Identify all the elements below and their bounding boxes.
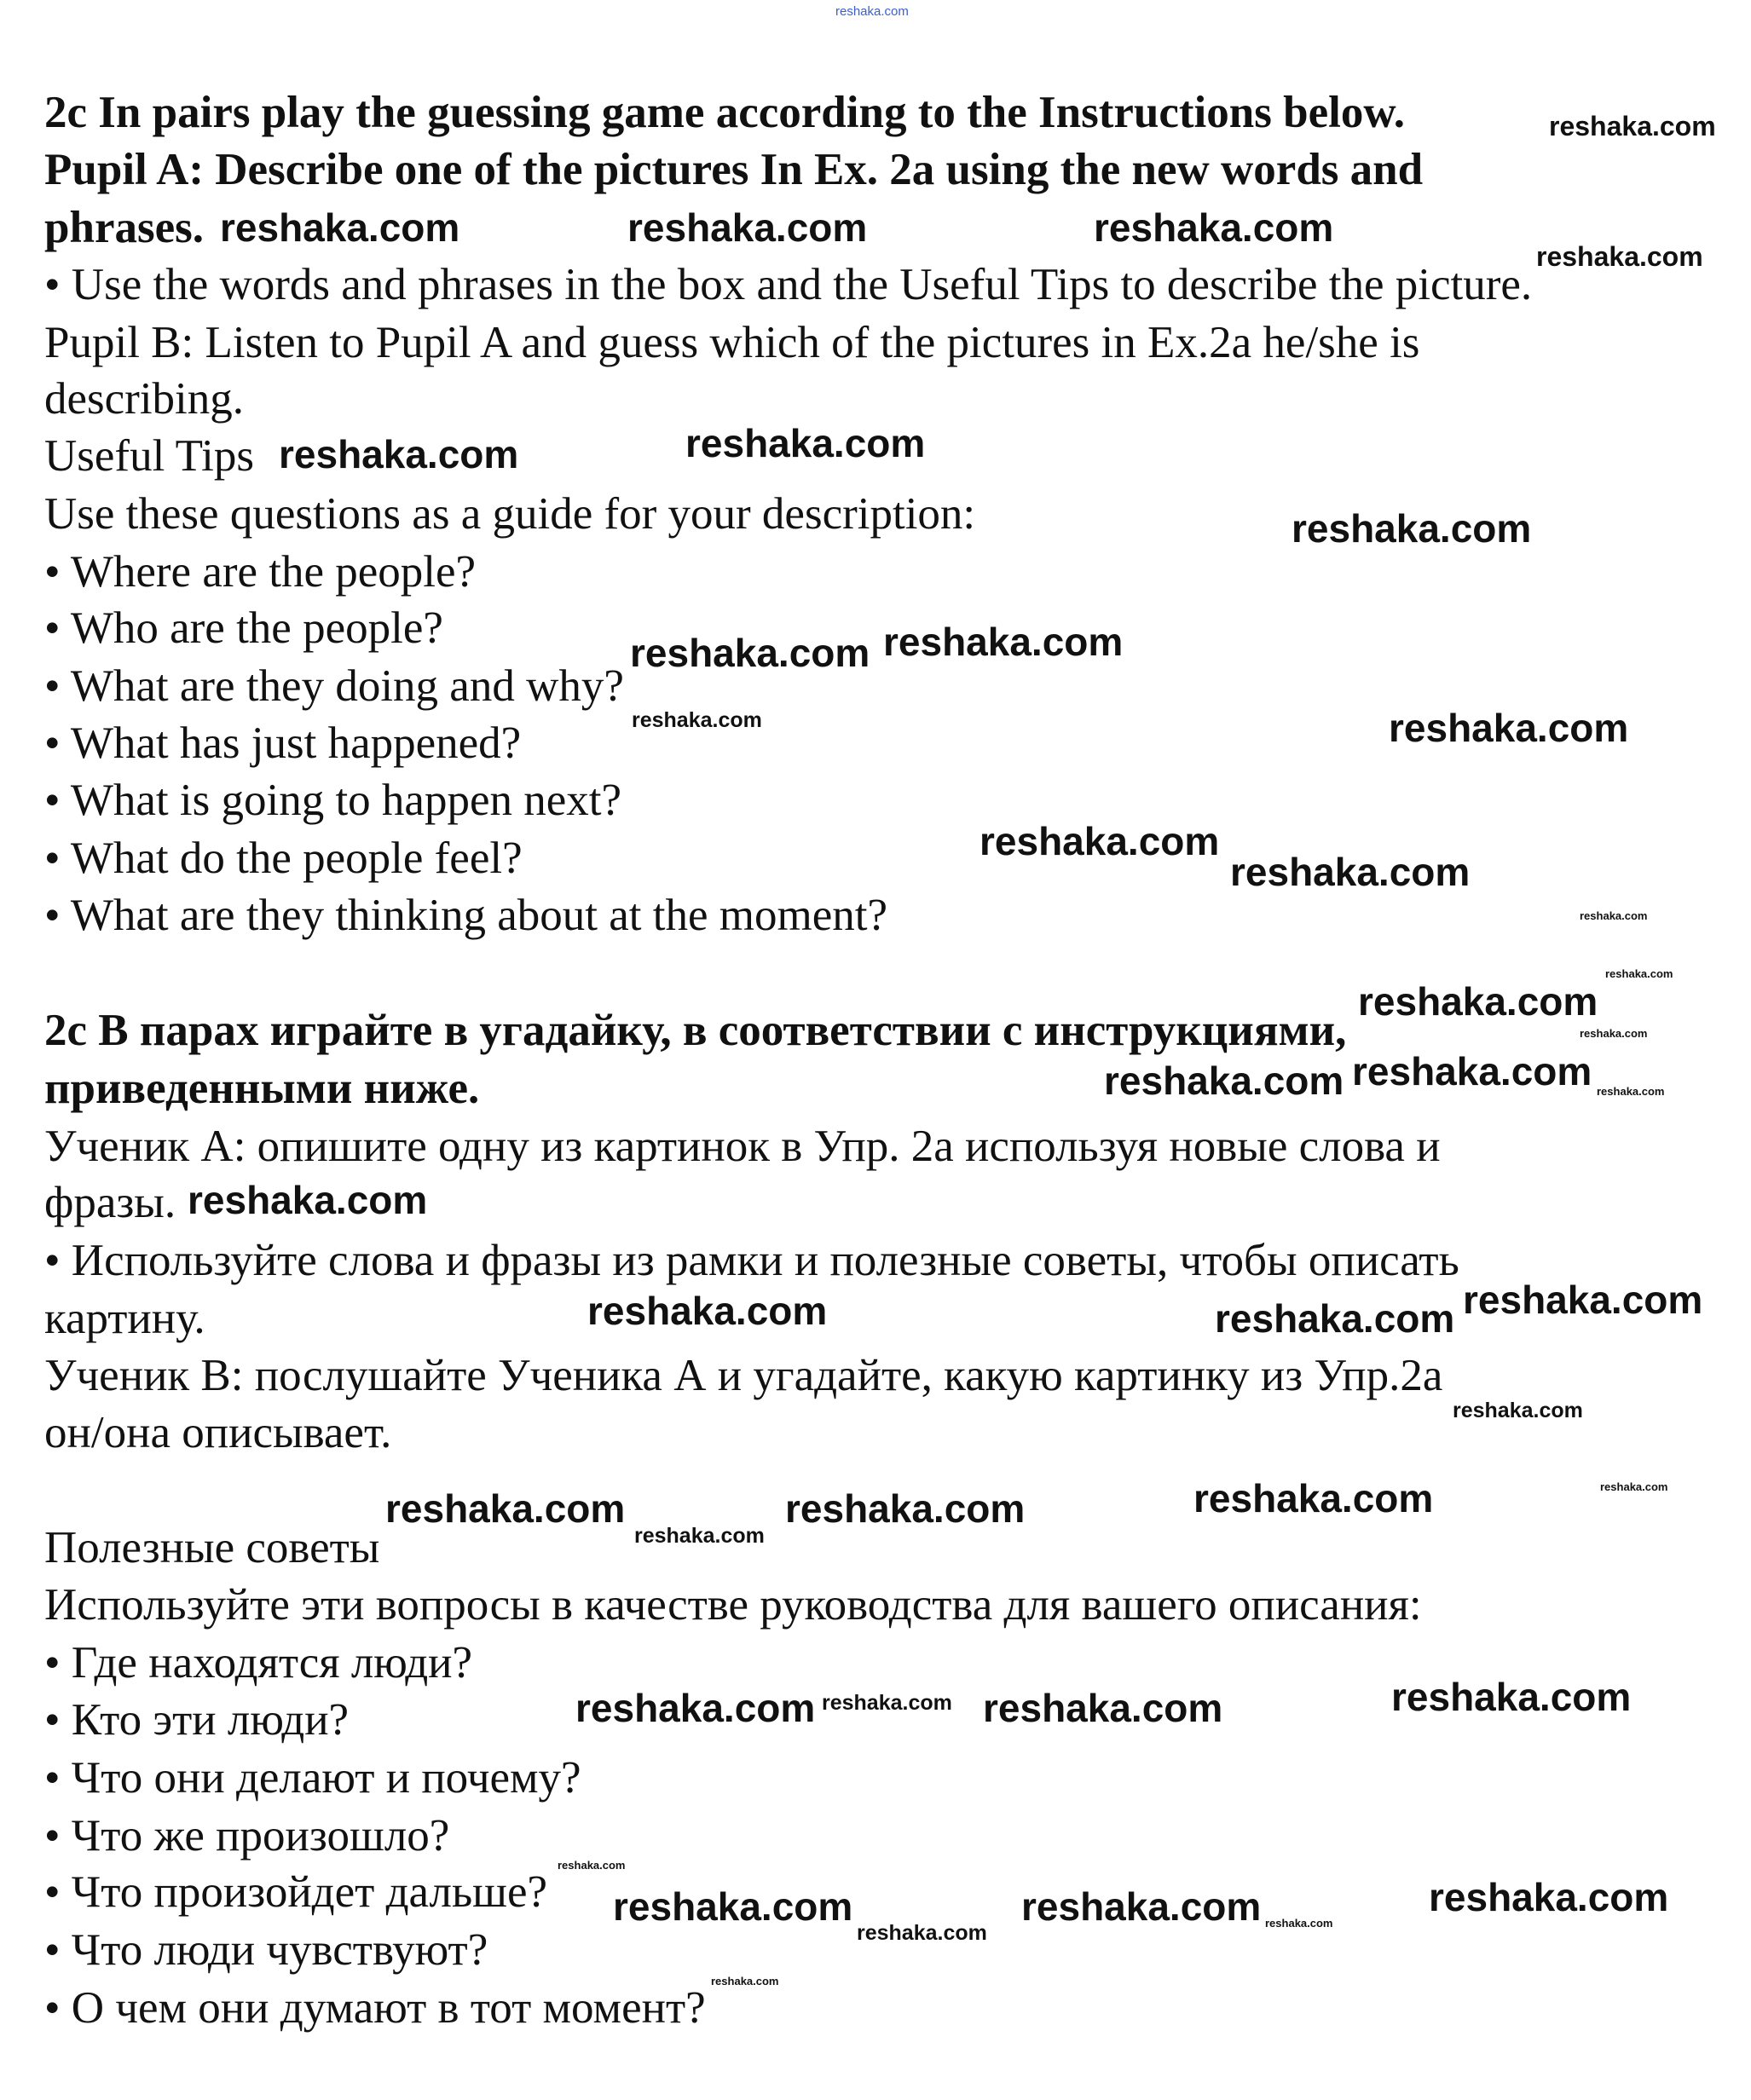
watermark: reshaka.com xyxy=(711,1975,779,1988)
english-use-words: • Use the words and phrases in the box and the Useful Tips to describe the picture. xyxy=(44,260,1533,309)
english-pupil-a-line-1: Pupil A: Describe one of the pictures In Ex. 2a using the new words and xyxy=(44,145,1424,194)
russian-pupil-a-line-2: фразы. xyxy=(44,1178,176,1227)
watermark: reshaka.com xyxy=(1265,1917,1333,1930)
watermark: reshaka.com xyxy=(1549,111,1716,141)
russian-use-words-line-2: картину. xyxy=(44,1294,205,1343)
english-pupil-a-line-2: phrases. xyxy=(44,203,205,252)
english-question: • What is going to happen next? xyxy=(44,776,621,825)
russian-question: • Что же произошло? xyxy=(44,1811,450,1861)
english-question: • Who are the people? xyxy=(44,603,443,653)
watermark: reshaka.com xyxy=(634,1524,765,1548)
watermark: reshaka.com xyxy=(1605,967,1673,980)
watermark: reshaka.com xyxy=(835,4,909,19)
watermark: reshaka.com xyxy=(857,1921,987,1945)
watermark: reshaka.com xyxy=(785,1486,1026,1531)
watermark: reshaka.com xyxy=(1094,205,1334,250)
russian-heading-line-2: приведенными ниже. xyxy=(44,1064,480,1113)
watermark: reshaka.com xyxy=(685,421,926,465)
russian-pupil-b-line-2: он/она описывает. xyxy=(44,1408,392,1457)
watermark: reshaka.com xyxy=(1352,1049,1592,1093)
english-pupil-b-line-1: Pupil B: Listen to Pupil A and guess which of the pictures in Ex.2a he/she is xyxy=(44,318,1420,367)
watermark: reshaka.com xyxy=(188,1178,428,1222)
watermark: reshaka.com xyxy=(1292,506,1532,551)
watermark: reshaka.com xyxy=(558,1859,626,1872)
english-question: • What has just happened? xyxy=(44,718,522,768)
watermark: reshaka.com xyxy=(630,631,870,675)
watermark: reshaka.com xyxy=(1215,1296,1455,1341)
watermark: reshaka.com xyxy=(632,708,762,732)
russian-pupil-a-line-1: Ученик А: опишите одну из картинок в Упр. 2а используя новые слова и xyxy=(44,1122,1441,1171)
english-tips-intro: Use these questions as a guide for your description: xyxy=(44,489,976,539)
watermark: reshaka.com xyxy=(613,1884,853,1929)
russian-question: • Что люди чувствуют? xyxy=(44,1925,488,1975)
russian-heading-line-1: 2c В парах играйте в угадайку, в соответствии с инструкциями, xyxy=(44,1006,1347,1055)
russian-use-words-line-1: • Используйте слова и фразы из рамки и полезные советы, чтобы описать xyxy=(44,1236,1459,1285)
watermark: reshaka.com xyxy=(883,620,1124,664)
english-question: • Where are the people? xyxy=(44,547,477,597)
watermark: reshaka.com xyxy=(1021,1884,1262,1929)
watermark: reshaka.com xyxy=(279,432,519,476)
russian-tips-title: Полезные советы xyxy=(44,1523,380,1572)
watermark: reshaka.com xyxy=(1104,1059,1344,1103)
watermark: reshaka.com xyxy=(1358,979,1598,1024)
watermark: reshaka.com xyxy=(1453,1399,1583,1422)
watermark: reshaka.com xyxy=(1193,1476,1434,1520)
watermark: reshaka.com xyxy=(822,1691,952,1715)
watermark: reshaka.com xyxy=(1463,1278,1703,1322)
russian-question: • Кто эти люди? xyxy=(44,1695,350,1745)
english-question: • What are they thinking about at the moment? xyxy=(44,891,887,940)
watermark: reshaka.com xyxy=(627,205,868,250)
english-question: • What do the people feel? xyxy=(44,834,523,883)
english-pupil-b-line-2: describing. xyxy=(44,374,245,424)
russian-pupil-b-line-1: Ученик В: послушайте Ученика А и угадайте, какую картинку из Упр.2а xyxy=(44,1351,1443,1400)
russian-question: • Что произойдет дальше? xyxy=(44,1867,548,1917)
russian-question: • О чем они думают в тот момент? xyxy=(44,1983,706,2033)
watermark: reshaka.com xyxy=(1597,1085,1665,1098)
watermark: reshaka.com xyxy=(1580,909,1648,922)
watermark: reshaka.com xyxy=(1429,1875,1669,1919)
watermark: reshaka.com xyxy=(980,819,1220,863)
english-question: • What are they doing and why? xyxy=(44,661,624,711)
english-tips-title: Useful Tips xyxy=(44,431,254,481)
watermark: reshaka.com xyxy=(1230,850,1471,894)
watermark: reshaka.com xyxy=(1536,241,1703,272)
english-heading: 2c In pairs play the guessing game according to the Instructions below. xyxy=(44,88,1405,137)
russian-question: • Где находятся люди? xyxy=(44,1638,473,1688)
watermark: reshaka.com xyxy=(1580,1027,1648,1040)
watermark: reshaka.com xyxy=(385,1486,626,1531)
watermark: reshaka.com xyxy=(983,1686,1223,1730)
watermark: reshaka.com xyxy=(575,1686,816,1730)
russian-tips-intro: Используйте эти вопросы в качестве руководства для вашего описания: xyxy=(44,1580,1422,1630)
watermark: reshaka.com xyxy=(1600,1480,1668,1493)
russian-question: • Что они делают и почему? xyxy=(44,1753,581,1803)
watermark: reshaka.com xyxy=(1391,1675,1632,1719)
watermark: reshaka.com xyxy=(587,1289,828,1333)
watermark: reshaka.com xyxy=(220,205,460,250)
watermark: reshaka.com xyxy=(1389,706,1629,750)
